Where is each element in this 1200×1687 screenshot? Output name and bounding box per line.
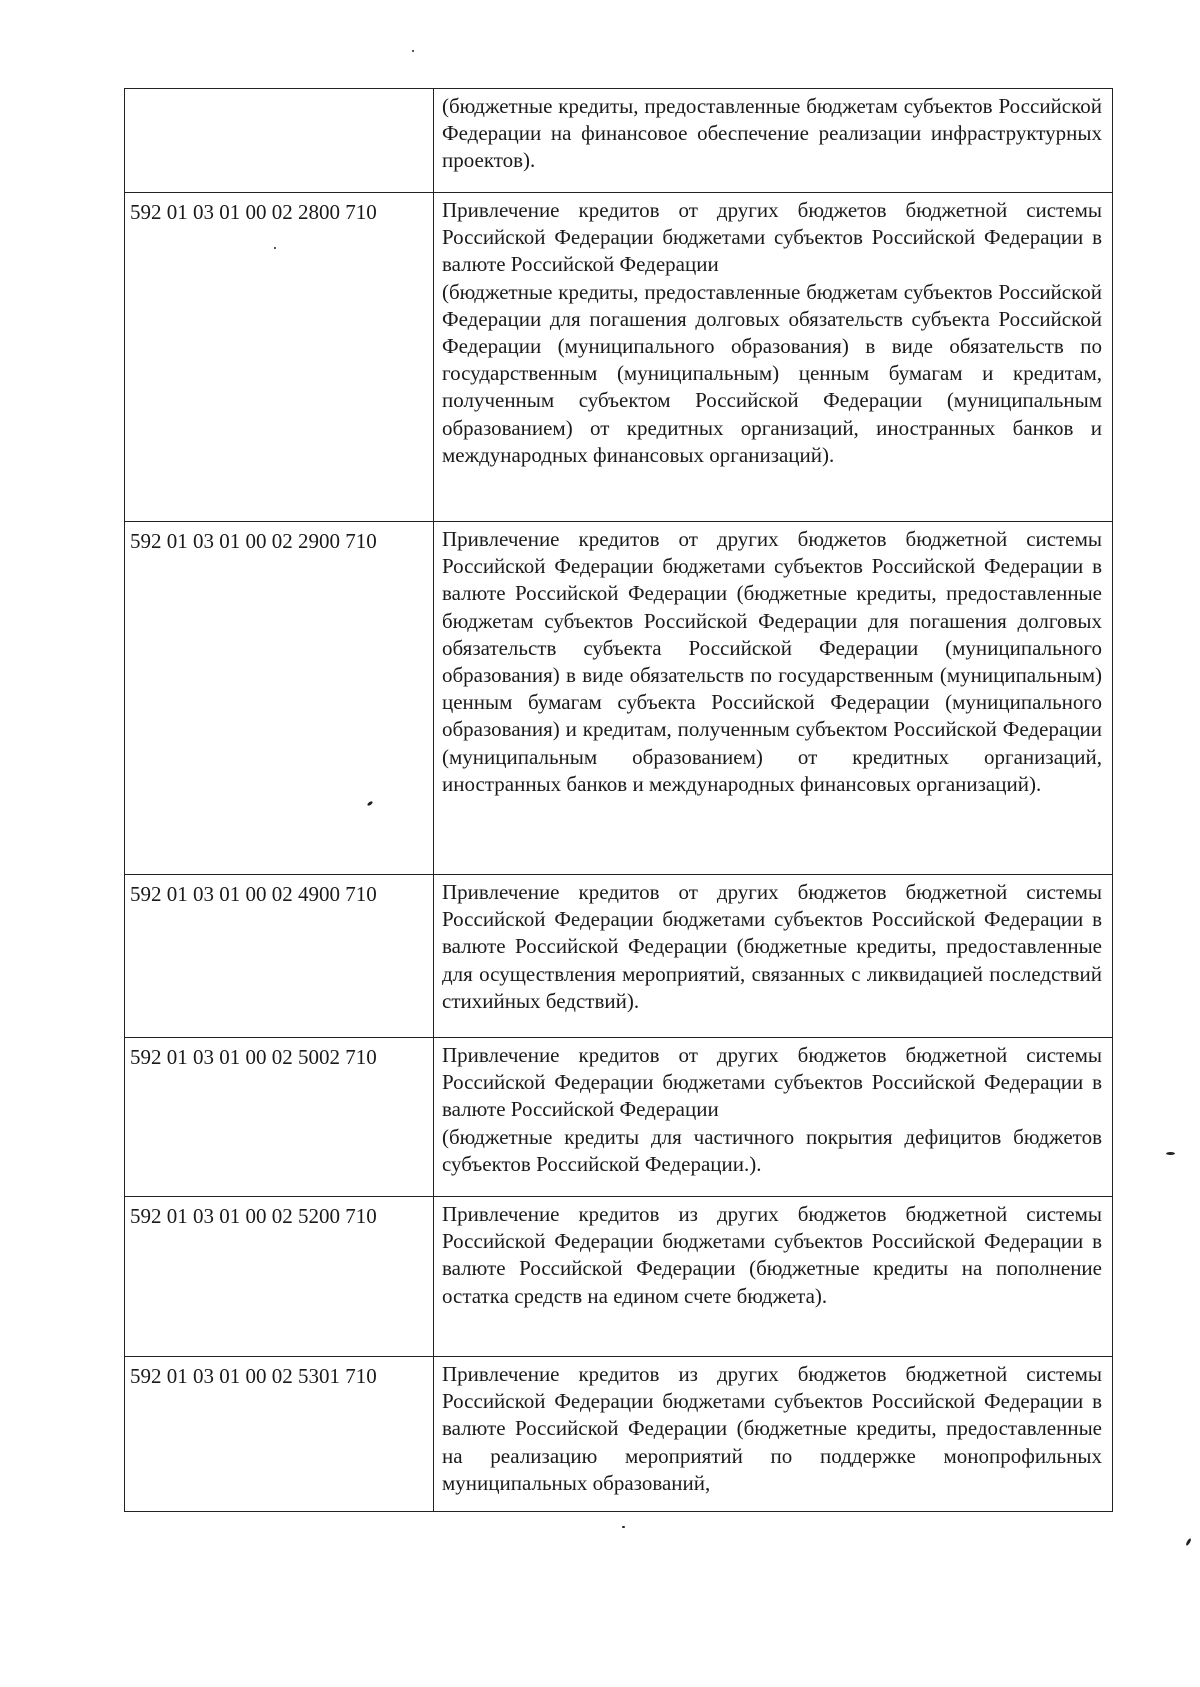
code-cell: 592 01 03 01 00 02 5301 710 (125, 1357, 434, 1512)
description-cell (434, 89, 1113, 193)
description-cell (434, 1197, 1113, 1357)
table-row (125, 193, 1113, 522)
description-paragraph: Привлечение кредитов от других бюджетов бюджетной системы Российской Федерации бюджетами субъектов Российской Федерации в валюте Российской Федерации (бюджетные кредиты, предоставленные бюджетам субъектов Российской Федерации для погашения долговых обязательств субъекта Российской Федерации (муниципального образования) в виде обязательств по государственным (муниципальным) ценным бумагам субъекта Российской Федерации (муниципального образования) и кредитам, полученным субъектом Российской Федерации (муниципальным образованием) от кредитных организаций, иностранных банков и международных финансовых организаций). (442, 527, 1102, 796)
description-paragraph: Привлечение кредитов из других бюджетов бюджетной системы Российской Федерации бюджетами субъектов Российской Федерации в валюте Российской Федерации (бюджетные кредиты на пополнение остатка средств на едином счете бюджета). (442, 1202, 1102, 1308)
scan-speck (1166, 1152, 1175, 1155)
description-cell (434, 1038, 1113, 1197)
description-paragraph: (бюджетные кредиты для частичного покрытия дефицитов бюджетов субъектов Российской Федерации.). (442, 1124, 1102, 1176)
description-cell (434, 193, 1113, 522)
code-cell: 592 01 03 01 00 02 2900 710 (125, 522, 434, 875)
code-cell: 592 01 03 01 00 02 4900 710 (125, 875, 434, 1038)
scan-speck (622, 1526, 625, 1528)
description-paragraph: Привлечение кредитов от других бюджетов бюджетной системы Российской Федерации бюджетами субъектов Российской Федерации в валюте Российской Федерации (442, 198, 1102, 277)
table-row (125, 1357, 1113, 1512)
budget-code-table (124, 88, 1113, 1512)
table-row (125, 522, 1113, 875)
code-cell (125, 89, 434, 193)
table-row (125, 875, 1113, 1038)
scan-speck (412, 50, 414, 52)
code-cell: 592 01 03 01 00 02 2800 710 (125, 193, 434, 522)
description-paragraph: (бюджетные кредиты, предоставленные бюджетам субъектов Российской Федерации на финансовое обеспечение реализации инфраструктурных проектов). (442, 94, 1102, 173)
description-paragraph: (бюджетные кредиты, предоставленные бюджетам субъектов Российской Федерации для погашения долговых обязательств субъекта Российской Федерации (муниципального образования) в виде обязательств по государственным (муниципальным) ценным бумагам и кредитам, полученным субъектом Российской Федерации (муниципальным образованием) от кредитных организаций, иностранных банков и международных финансовых организаций). (442, 279, 1102, 467)
description-paragraph: Привлечение кредитов из других бюджетов бюджетной системы Российской Федерации бюджетами субъектов Российской Федерации в валюте Российской Федерации (бюджетные кредиты, предоставленные на реализацию мероприятий по поддержке монопрофильных муниципальных образований, (442, 1362, 1102, 1495)
code-cell: 592 01 03 01 00 02 5200 710 (125, 1197, 434, 1357)
scan-speck (274, 247, 276, 249)
description-cell (434, 1357, 1113, 1512)
table-row (125, 89, 1113, 193)
description-paragraph: Привлечение кредитов от других бюджетов бюджетной системы Российской Федерации бюджетами субъектов Российской Федерации в валюте Российской Федерации (бюджетные кредиты, предоставленные для осуществления мероприятий, связанных с ликвидацией последствий стихийных бедствий). (442, 880, 1102, 1013)
description-cell (434, 522, 1113, 875)
table-row (125, 1038, 1113, 1197)
code-cell: 592 01 03 01 00 02 5002 710 (125, 1038, 434, 1197)
description-paragraph: Привлечение кредитов от других бюджетов бюджетной системы Российской Федерации бюджетами субъектов Российской Федерации в валюте Российской Федерации (442, 1043, 1102, 1122)
scan-speck (1185, 1538, 1192, 1546)
table-row (125, 1197, 1113, 1357)
description-cell (434, 875, 1113, 1038)
